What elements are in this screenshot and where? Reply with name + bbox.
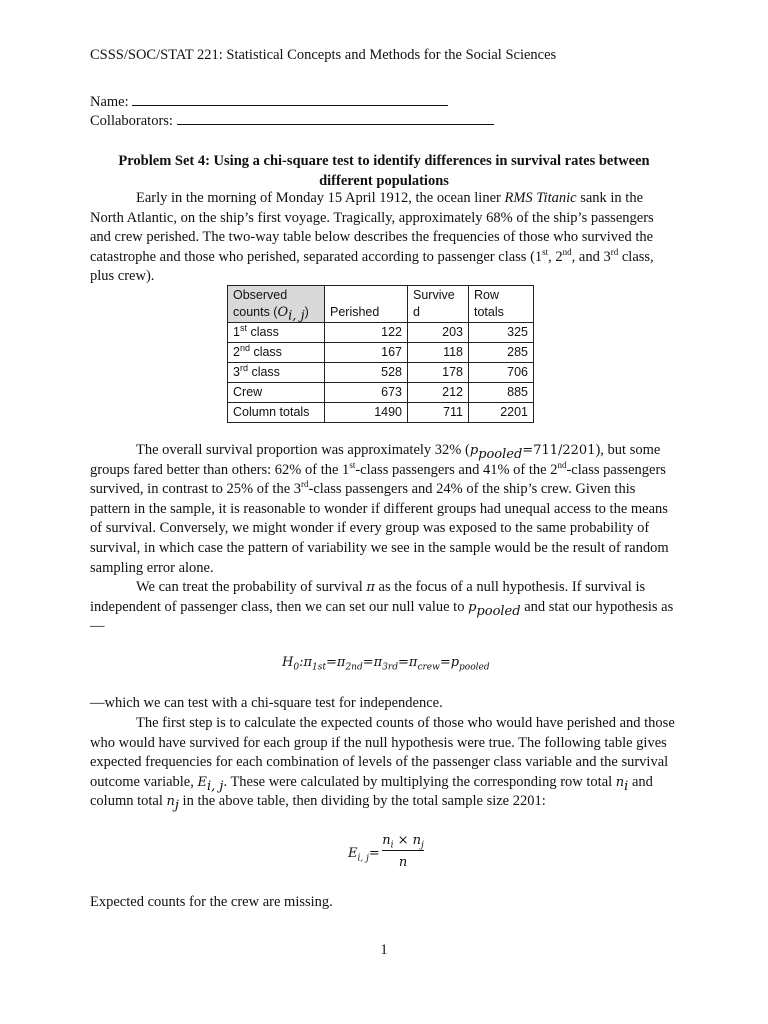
page-number: 1 <box>380 942 388 958</box>
table-header-survived: Survive d <box>408 286 469 323</box>
collaborators-line <box>90 112 494 130</box>
table-header-perished: Perished <box>325 286 408 323</box>
table-row-totals: Column totals 1490 711 2201 <box>228 403 534 423</box>
collaborators-field[interactable] <box>177 112 494 125</box>
observed-counts-table <box>227 285 534 423</box>
table-row: 1st class 122 203 325 <box>228 323 534 343</box>
course-header: CSSS/SOC/STAT 221: Statistical Concepts and Methods for the Social Sciences <box>90 47 557 63</box>
name-field[interactable] <box>132 93 448 106</box>
table-header-observed: Observed counts $(O_{i, j})$ <box>228 286 325 323</box>
name-label: Name: <box>90 94 129 110</box>
chi-square-paragraph: —which we can test with a chi-square test for independence. <box>90 695 443 711</box>
table-row: 3rd class 528 178 706 <box>228 363 534 383</box>
collaborators-label: Collaborators: <box>90 113 173 129</box>
intro-paragraph: Early in the morning of Monday 15 April 1912, the ocean liner RMS Titanic sank in the North Atlantic, on the ship’s first voyage. Tragically, approximately 68% of the ship’s passengers and crew perished. The two-way table below describes the frequencies of those who survived the catastrophe and those who perished, separated according to passenger class (1st, 2nd, and 3rd class, plus crew). <box>90 190 654 285</box>
survival-paragraph: The overall survival proportion was approximately 32% $(p_{pooled}=711/2201)$, but some groups fared better than others: 62% of the 1st-class passengers and 41% of the 2nd-class passengers survived, in contrast to 25% of the 3rd-class passengers and 24% of the ship’s crew. Given this pattern in the sample, it is reasonable to wonder if different groups had unequal access to the means of survival. Conversely, we might wonder if every group was exposed to the same probability of survival, in which case the pattern of variability we see in the sample would be the result of random sampling error alone. <box>90 442 669 576</box>
table-row: Crew 673 212 885 <box>228 383 534 403</box>
name-line <box>90 93 448 111</box>
table-row: 2nd class 167 118 285 <box>228 343 534 363</box>
null-hypothesis-paragraph: We can treat the probability of survival π as the focus of a null hypothesis. If survival is independent of passenger class, then we can set our null value to $p_{pooled}$ and stat our hypothesis as — <box>90 579 674 635</box>
missing-crew-note: Expected counts for the crew are missing. <box>90 894 333 910</box>
problem-set-title: Problem Set 4: Using a chi-square test to identify differences in survival rates between different populations <box>118 153 650 189</box>
expected-counts-paragraph: The first step is to calculate the expected counts of those who would have perished and those who would have survived for each group if the null hypothesis were true. The following table gives expected frequencies for each combination of levels of the passenger class variable and the survival outcome variable, $E_{i, j}$. These were calculated by multiplying the corresponding row total $n_i$ and column total $n_j$ in the above table, then dividing by the total sample size 2201: <box>90 715 675 814</box>
table-header-row-totals: Row totals <box>469 286 534 323</box>
hypothesis-equation: $H_0:\pi_{1st}=\pi_{2nd}=\pi_{3rd}=\pi_{crew}=p_{pooled}$ <box>282 655 490 673</box>
